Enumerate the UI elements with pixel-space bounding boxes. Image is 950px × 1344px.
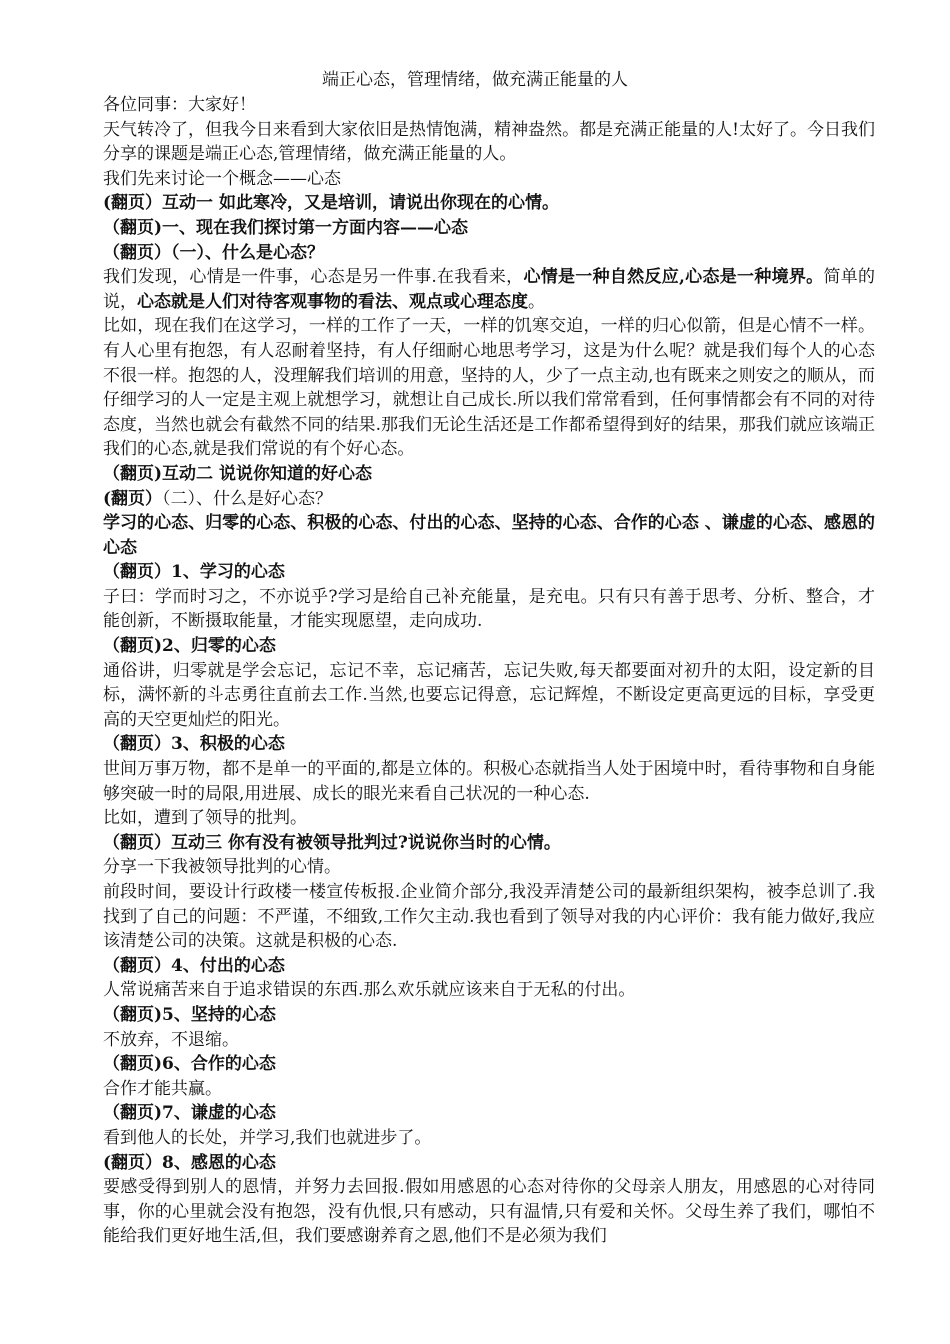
- section3-share: 分享一下我被领导批判的心情。: [103, 857, 341, 878]
- interaction-3: （翻页）互动三 你有没有被领导批判过?说说你当时的心情。: [103, 832, 561, 853]
- section7-text: 看到他人的长处，并学习,我们也就进步了。: [103, 1127, 432, 1148]
- section3-example: 比如，遭到了领导的批判。: [103, 808, 307, 829]
- document-body: [103, 93, 875, 1249]
- section1-text: 子曰：学而时习之，不亦说乎?学习是给自己补充能量，是充电。只有只有善于思考、分析、整合，才能创新，不断摄取能量，才能实现愿望，走向成功.: [103, 586, 875, 632]
- good-mindset-list: 学习的心态、归零的心态、积极的心态、付出的心态、坚持的心态、合作的心态 、谦虚的心态、感恩的心态: [103, 513, 875, 558]
- section3-heading: （翻页）3、积极的心态: [103, 734, 285, 755]
- intro-paragraph: 天气转冷了，但我今日来看到大家依旧是热情饱满，精神盎然。都是充满正能量的人!太好了。今日我们分享的课题是端正心态,管理情绪，做充满正能量的人。: [103, 119, 875, 165]
- concept-intro: 我们先来讨论一个概念——心态: [103, 168, 341, 189]
- document-title: 端正心态，管理情绪，做充满正能量的人: [322, 70, 628, 90]
- section6-text: 合作才能共赢。: [103, 1078, 222, 1099]
- section2-heading: （翻页)2、归零的心态: [103, 636, 276, 657]
- interaction-2: （翻页)互动二 说说你知道的好心态: [103, 463, 372, 484]
- section1-heading: （翻页）1、学习的心态: [103, 562, 285, 583]
- part1-heading: （翻页)一、现在我们探讨第一方面内容——心态: [103, 217, 469, 238]
- section2-text: 通俗讲，归零就是学会忘记，忘记不幸，忘记痛苦，忘记失败,每天都要面对初升的太阳，设定新的目标，满怀新的斗志勇往直前去工作.当然,也要忘记得意，忘记辉煌，不断设定更高更远的目标，享受更高的天空更灿烂的阳光。: [103, 660, 875, 730]
- section3-text: 世间万事万物，都不是单一的平面的,都是立体的。积极心态就指当人处于困境中时，看待事物和自身能够突破一时的局限,用进展、成长的眼光来看自己状况的一种心态.: [103, 759, 875, 804]
- question2-heading: [103, 487, 875, 512]
- q1-text-b: 心情是一种自然反应,心态是一种境界。: [523, 267, 824, 288]
- section3-story: 前段时间，要设计行政楼一楼宣传板报.企业简介部分,我没弄清楚公司的最新组织架构，被李总训了.我找到了自己的问题：不严谨，不细致,工作欠主动.我也看到了领导对我的内心评价：我有能力做好,我应该清楚公司的决策。这就是积极的心态.: [103, 882, 875, 952]
- question1-paragraph-2: 比如，现在我们在这学习，一样的工作了一天，一样的饥寒交迫，一样的归心似箭，但是心情不一样。有人心里有抱怨，有人忍耐着坚持，有人仔细耐心地思考学习，这是为什么呢？就是我们每个人的心态不很一样。抱怨的人，没理解我们培训的用意，坚持的人，少了一点主动,也有既来之则安之的顺从，而仔细学习的人一定是主观上就想学习，就想让自己成长.所以我们常常看到，任何事情都会有不同的对待态度，当然也就会有截然不同的结果.那我们无论生活还是工作都希望得到好的结果，那我们就应该端正我们的心态,就是我们常说的有个好心态。: [103, 316, 875, 460]
- q2-heading-bold: (翻页）: [103, 488, 163, 509]
- q1-text-e: 。: [528, 291, 545, 312]
- section5-heading: （翻页)5、坚持的心态: [103, 1004, 276, 1025]
- section6-heading: （翻页)6、合作的心态: [103, 1054, 276, 1075]
- section4-heading: （翻页）4、付出的心态: [103, 955, 285, 976]
- section8-text: 要感受得到别人的恩情，并努力去回报.假如用感恩的心态对待你的父母亲人朋友，用感恩的心对待同事，你的心里就会没有抱怨，没有仇恨,只有感动，只有温情,只有爱和关怀。父母生养了我们，哪怕不能给我们更好地生活,但，我们要感谢养育之恩,他们不是必须为我们: [103, 1177, 875, 1247]
- section4-text: 人常说痛苦来自于追求错误的东西.那么欢乐就应该来自于无私的付出。: [103, 980, 636, 1001]
- section5-text: 不放弃，不退缩。: [103, 1029, 239, 1050]
- interaction-1: (翻页）互动一 如此寒冷，又是培训，请说出你现在的心情。: [103, 193, 559, 214]
- q1-text-d: 心态就是人们对待客观事物的看法、观点或心理态度: [137, 291, 528, 312]
- question1-heading: （翻页）（一）、什么是心态？: [103, 242, 324, 263]
- section7-heading: （翻页)7、谦虚的心态: [103, 1103, 276, 1124]
- q1-text-c: 简单的说，: [103, 267, 876, 312]
- q1-text-a: 我们发现，心情是一件事，心态是另一件事.在我看来，: [103, 267, 524, 288]
- q2-heading-normal: （二）、什么是好心态？: [162, 488, 333, 509]
- greeting: 各位同事：大家好！: [103, 95, 256, 115]
- question1-paragraph: [103, 265, 875, 314]
- section8-heading: (翻页）8、感恩的心态: [103, 1152, 276, 1173]
